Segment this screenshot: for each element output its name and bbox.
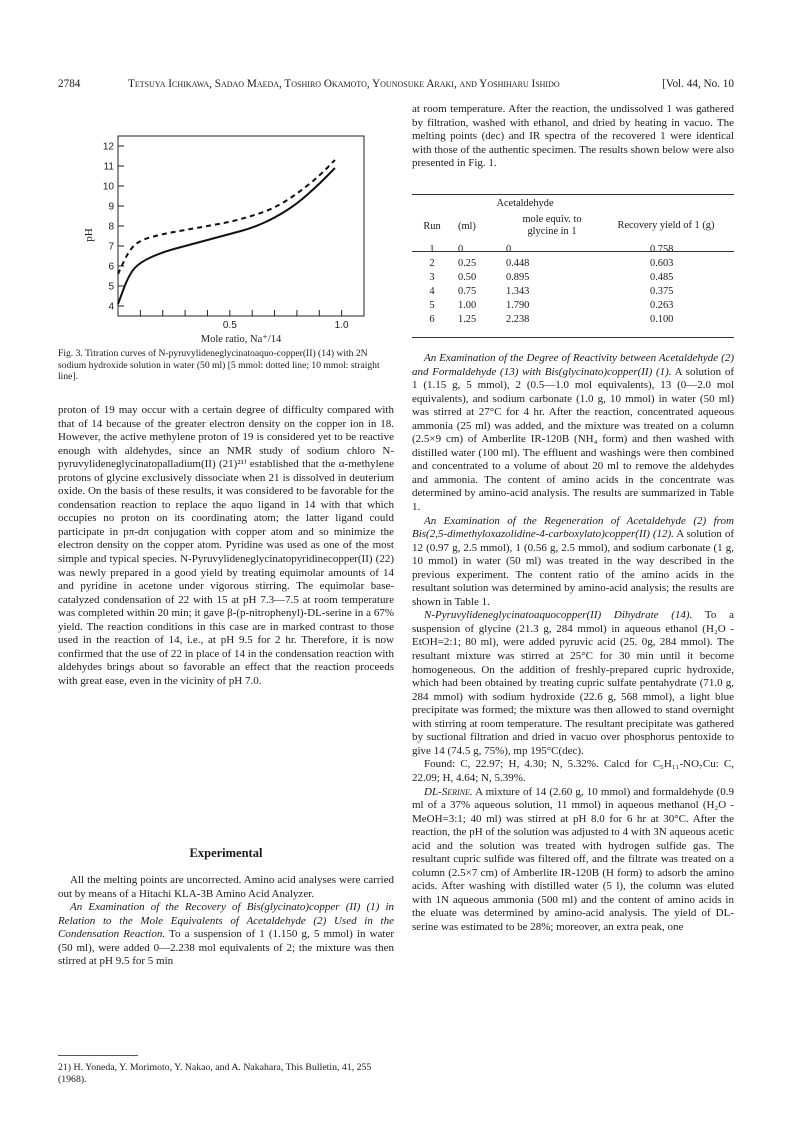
table-cell: 1.790 [506, 299, 530, 311]
table-bottom-rule [412, 337, 734, 338]
plot-frame [118, 136, 364, 316]
table-row [412, 242, 734, 256]
subsection-title: N-Pyruvylideneglycinatoaquocopper(II) Dihydrate (14). [424, 609, 693, 622]
y-tick-label: 7 [108, 241, 114, 253]
table-row [412, 298, 734, 312]
y-tick-label: 11 [103, 161, 114, 173]
table-cell: 2.238 [506, 313, 530, 325]
table-cell: 6 [429, 313, 435, 325]
table-cell: 0.375 [650, 285, 674, 297]
paragraph [412, 515, 734, 610]
paragraph [412, 786, 734, 935]
titration-chart [80, 130, 370, 344]
table-cell: 5 [429, 299, 435, 311]
table-cell: 0.75 [458, 285, 477, 297]
chart-axes [83, 136, 364, 344]
paragraph [412, 609, 734, 758]
table-cell: 0.263 [650, 299, 674, 311]
y-tick-label: 12 [102, 141, 114, 153]
experimental-heading: Experimental [189, 846, 263, 860]
x-tick-label: 0.5 [222, 320, 237, 331]
subsection-title: An Examination of the Degree of Reactivity between Acetaldehyde (2) and Formaldehyde (13) with Bis(glycinato)copper(II) (1). [412, 352, 734, 378]
table-cell: 1.00 [458, 299, 477, 311]
table-header-rule [412, 251, 734, 252]
subsection-title: An Examination of the Regeneration of Acetaldehyde (2) from Bis(2,5-dimethyloxazolidine-4-carboxylato)copper(II) (12). [412, 514, 734, 541]
y-tick-label: 5 [108, 281, 114, 293]
paragraph: at room temperature. After the reaction, the undissolved 1 was gathered by filtration, washed with ethanol, and dried by heating in vacuo. The melting points (dec) and IR spectra of the recovered 1 were identical with those of the authentic specimen. The results shown below were also presented in Fig. 1. [412, 103, 734, 170]
y-tick-label: 4 [108, 301, 114, 313]
table-cell: 1.25 [458, 313, 477, 325]
paragraph: All the melting points are uncorrected. Amino acid analyses were carried out by means of a Hitachi KLA-3B Amino Acid Analyzer. [58, 874, 394, 900]
table-header: (ml) [458, 220, 476, 232]
right-column-top [412, 103, 734, 171]
table-cell: 0 [506, 243, 512, 255]
figure-caption: Fig. 3. Titration curves of N-pyruvylideneglycinatoaquo-copper(II) (14) with 2N sodium hydroxide solution in water (50 ml) [5 mmol: dotted line; 10 mmol: straight line]. [58, 348, 380, 383]
table-header: Recovery yield of 1 (g) [617, 220, 715, 231]
table-row [412, 270, 734, 284]
footnote: 21) H. Yoneda, Y. Morimoto, Y. Nakao, and A. Nakahara, This Bulletin, 41, 255 (1968). [58, 1062, 372, 1085]
table-cell: 1 [429, 243, 435, 255]
table-cell: 0.50 [458, 271, 477, 283]
paragraph: proton of 19 may occur with a certain degree of difficulty compared with that of 14 because of the greater electron density on the copper ion in 18. However, the active methylene proton of 19 is considered yet to be reactive enough with aldehydes, since an NMR study of sodium chloro N-pyruvylideneglycinatopalladium(II) (21)²¹⁾ established that the α-methylene protons of glycine exclusively dissociate when 21 is dissolved in deuterium oxide. On the basis of these results, it was considered to be favorable for the condensation reaction to replace the aquo ligand in 14 with that which occupies no proton on its coordinating atom; the latter ligand could participate in pπ-dπ conjugation with copper atom and so minimize the electron density on the copper atom. Pyridine was used as one of the most simple and typical species. N-Pyruvylideneglycinatopyridinecopper(II) (22) was newly prepared in a good yield by treating equimolar amounts of 14 and pyridine in acetone under vigorous stirring. The equimolar base-catalyzed condensation of 22 with 15 at pH 7.3—7.5 at room temperature was completed within 20 min; it gave β-(p-nitrophenyl)-DL-serine in a 67% yield. The reaction conditions in this case are in marked contrast to those used in the reaction of 14, i.e., at pH 9.5 for 2 hr. Therefore, it is now confirmed that the use of 22 in place of 14 in the condensation reaction with aldehydes brings about so favorable an effect that the reaction proceeds with great ease, even in the vicinity of pH 7.0. [58, 404, 394, 687]
subsection-body: A solution of 1 (1.15 g, 5 mmol), 2 (0.5—1.0 mol equivalents), 13 (0—2.0 mol equivalents), and sodium carbonate (1.0 g, 10 mmol) in water (50 ml) was stirred at 27°C for 4 hr. After the reaction, concentrated aqueous ammonia (25 ml) was added, and the mixture was treated on a column (2.5×9 cm) of Amberlite IR-120B (NH₄ form) and then washed with distilled water (100 ml). The effluent and washings were then combined and concentrated to a volume of about 20 ml to remove the aldehydes and ammonia. The content of amino acids in the concentrate was determined by amino-acid analysis. The results are summarized in Table 1. [412, 365, 734, 514]
footnote-rule [58, 1055, 138, 1056]
y-axis-label: pH [83, 228, 95, 242]
table-cell: 0.25 [458, 257, 477, 269]
table-cell: 4 [429, 285, 435, 297]
y-tick-label: 10 [102, 181, 114, 193]
table-cell: 1.343 [506, 285, 530, 297]
subsection-body: To a suspension of glycine (21.3 g, 284 mmol) in aqueous ethanol (H₂O - EtOH=2:1; 80 ml), were added pyruvic acid (25. 0g, 284 mmol). The resultant mixture was stirred at 25°C for 30 min until it become homogeneous. On the addition of freshly-prepared cupric hydroxide, which had been obtained by treating cupric sulfate pentahydrate (71.0 g, 284 mmol) with sodium hydroxide (22.6 g, 568 mmol), a light blue precipitate was formed; the mixture was then allowed to stand overnight with stirring at room temperature. The resultant precipitate was gathered by suctional filtration and dried in vacuo over phosphorus pentoxide to give 14 (74.5 g, 75%), mp 195°C(dec). [412, 609, 734, 757]
table-cell: 0.895 [506, 271, 530, 283]
subsection-title: DL-Serine. [424, 785, 473, 798]
subsection-body: A solution of 12 (0.97 g, 2.5 mmol), 1 (0.56 g, 2.5 mmol), and sodium carbonate (1 g, 10 mmol) in water (50 ml) was treated in the way described in the previous experiment. The content ratio of the amino acids in the resultant solution was determined by amino-acid analysis; the results are shown in Table 1. [412, 528, 734, 608]
titration-figure [80, 130, 370, 344]
y-tick-label: 9 [108, 201, 114, 213]
table-row [412, 312, 734, 326]
table-cell: 0.603 [650, 257, 674, 269]
y-tick-label: 6 [108, 261, 114, 273]
header-volume: [Vol. 44, No. 10 [662, 78, 734, 90]
table-row [412, 256, 734, 270]
paragraph [58, 901, 394, 969]
subsection-body: To a suspension of 1 (1.150 g, 5 mmol) in water (50 ml), were added 0—2.238 mol equivalents of 2; the mixture was then stirred at pH 9.5 for 5 min [58, 928, 394, 968]
chart-ticks [103, 142, 349, 332]
table-cell: 0.448 [506, 257, 530, 269]
subsection-title: An Examination of the Recovery of Bis(glycinato)copper (II) (1) in Relation to the Mole Equivalents of Acetaldehyde (2) Used in the Condensation Reaction. [58, 901, 394, 941]
table-group-header: Acetaldehyde [496, 197, 554, 209]
table-cell: 0.485 [650, 271, 674, 283]
left-column-text [58, 404, 394, 688]
right-column-text [412, 352, 734, 935]
chart-series [118, 160, 335, 304]
table-cell: 0 [458, 243, 464, 255]
paragraph: Found: C, 22.97; H, 4.30; N, 5.32%. Calcd for C₅H₁₁-NO₇Cu: C, 22.09; H, 4.64; N, 5.39%. [412, 758, 734, 784]
table-header: Run [423, 220, 441, 232]
table-top-rule [412, 194, 734, 195]
table-cell: 3 [429, 271, 435, 283]
x-axis-label: Mole ratio, Na⁺/14 [200, 334, 282, 344]
table-cell: 0.100 [650, 313, 674, 325]
recovery-table [412, 196, 734, 326]
solid-titration-line [118, 168, 335, 304]
page-number: 2784 [58, 78, 81, 90]
y-tick-label: 8 [108, 221, 114, 233]
table-header: mole equiv. to glycine in 1 [522, 214, 582, 237]
table-body [412, 242, 734, 326]
paragraph [412, 352, 734, 515]
table-cell: 2 [429, 257, 435, 269]
table-cell: 0.758 [650, 243, 674, 255]
table-row [412, 284, 734, 298]
subsection-body: A mixture of 14 (2.60 g, 10 mmol) and formaldehyde (0.9 ml of a 37% aqueous solution, 11 mmol) in aqueous methanol (H₂O - MeOH=3:1; 40 ml) was stirred at pH 8.0 for 6 hr at 30°C. After the reaction, the pH of the solution was adjusted to 4 with 3N aqueous acetic acid and the solution was treated with hydrogen sulfide gas. The resultant cupric sulfide was filtered off, and the filtrate was treated on a column (2.5×7 cm) of Amberlite IR-120B (H form) to adsorb the amino acids. After washing with distilled water (5 l), the column was eluted with 1N aqueous ammonia (500 ml) and the content of amino acids in the eluate was determined by amino-acid analysis. The yield of DL-serine was estimated to be 28%; moreover, an extra peak, one [412, 785, 734, 933]
x-tick-label: 1.0 [334, 320, 349, 331]
experimental-section [58, 874, 394, 969]
header-authors: Tetsuya Ichikawa, Sadao Maeda, Toshiro Okamoto, Younosuke Araki, and Yoshiharu Ishido [128, 78, 560, 90]
